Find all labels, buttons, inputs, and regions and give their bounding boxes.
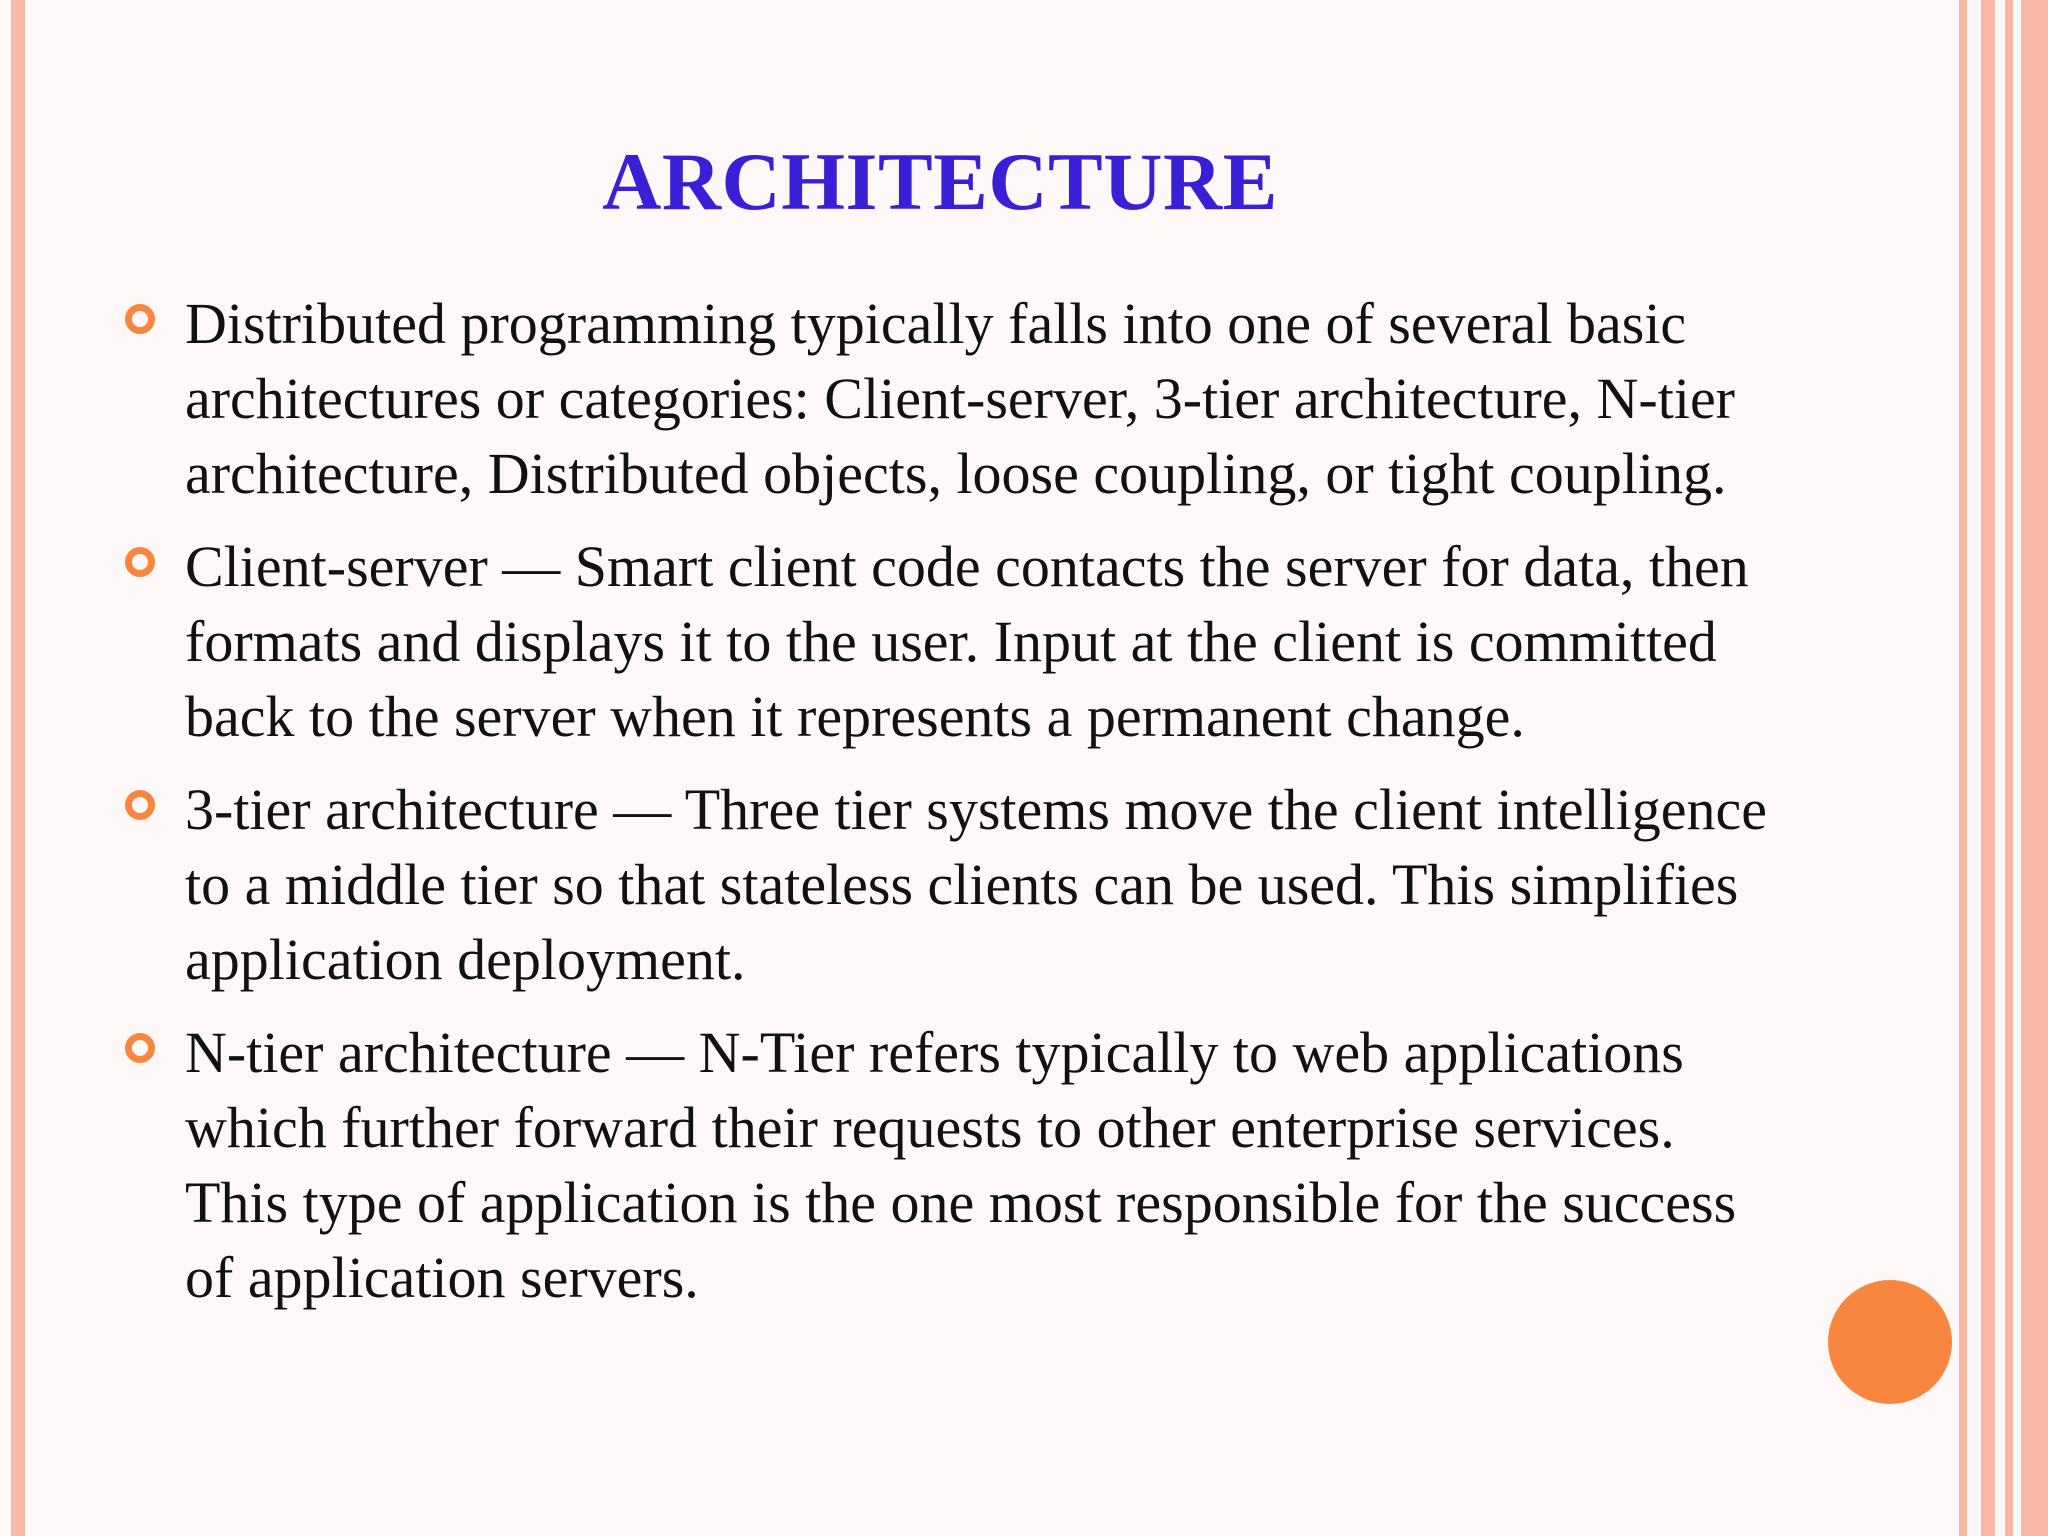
right-border-stripe [2021, 0, 2048, 1536]
ring-bullet-icon [125, 1033, 155, 1063]
list-item [185, 529, 1785, 754]
bullet-text: Distributed programming typically falls into one of several basic architectures or categories: Client-server, 3-tier architecture, N-tier architecture, Distributed objects, loose coupling, or tight coupling. [185, 291, 1735, 506]
list-item [185, 772, 1785, 997]
bullet-text: Client-server — Smart client code contacts the server for data, then formats and displays it to the user. Input at the client is committed back to the server when it represents a permanent change. [185, 534, 1749, 749]
ring-bullet-icon [125, 790, 155, 820]
slide-title: ARCHITECTURE [602, 136, 1278, 227]
list-item [185, 1015, 1785, 1315]
right-border-stripe [1959, 0, 1967, 1536]
bullet-list [185, 286, 1785, 1333]
left-border-stripe [11, 0, 25, 1536]
right-border-stripe [1981, 0, 1995, 1536]
right-border-stripe [2005, 0, 2013, 1536]
ring-bullet-icon [125, 547, 155, 577]
decorative-circle [1828, 1280, 1952, 1404]
bullet-text: 3-tier architecture — Three tier systems move the client intelligence to a middle tier so that stateless clients can be used. This simplifies application deployment. [185, 777, 1768, 992]
list-item [185, 286, 1785, 511]
ring-bullet-icon [125, 304, 155, 334]
bullet-text: N-tier architecture — N-Tier refers typically to web applications which further forward their requests to other enterprise services. This type of application is the one most responsible for the success of application servers. [185, 1020, 1737, 1310]
